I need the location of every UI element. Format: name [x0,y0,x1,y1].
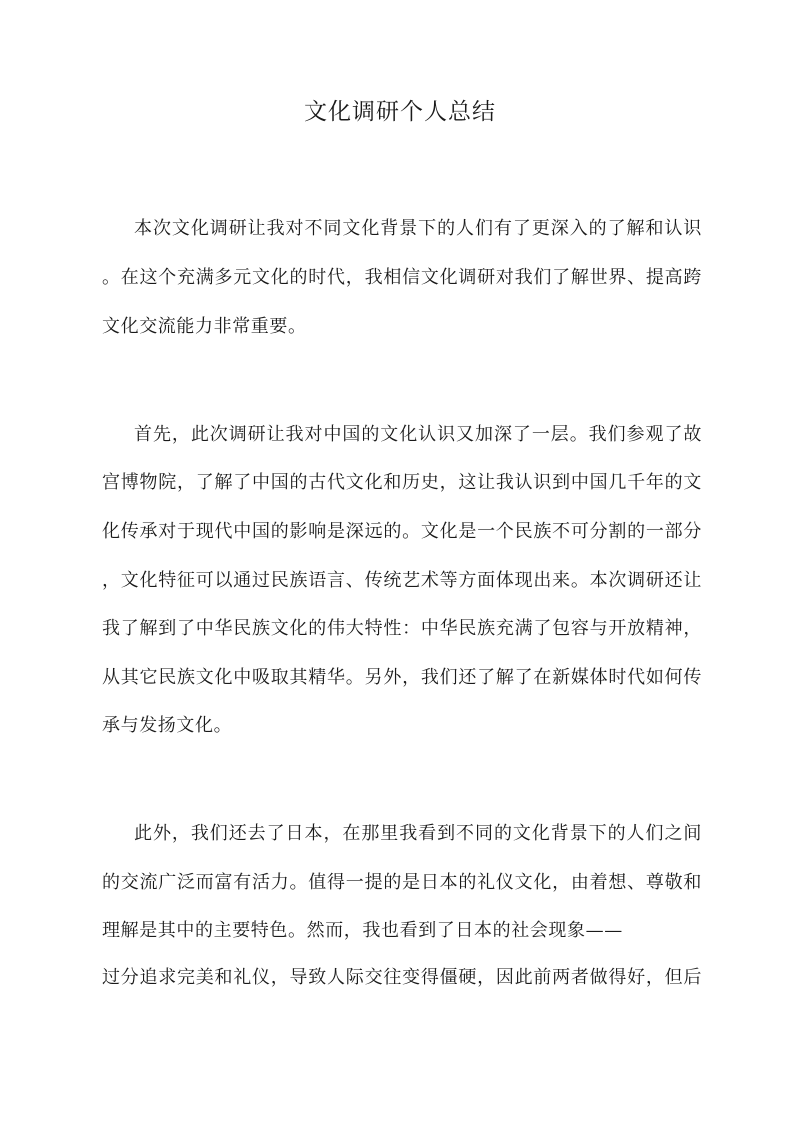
paragraph-2-line-5: 我了解到了中华民族文化的伟大特性：中华民族充满了包容与开放精神， [102,618,702,639]
paragraph-1-line-2: 。在这个充满多元文化的时代，我相信文化调研对我们了解世界、提高跨 [102,267,702,288]
paragraph-2-line-3: 化传承对于现代中国的影响是深远的。文化是一个民族不可分割的一部分 [102,521,702,542]
paragraph-3-line-1: 此外，我们还去了日本，在那里我看到不同的文化背景下的人们之间 [134,823,702,844]
paragraph-2-line-4: ，文化特征可以通过民族语言、传统艺术等方面体现出来。本次调研还让 [102,570,702,591]
paragraph-2-line-2: 宫博物院，了解了中国的古代文化和历史，这让我认识到中国几千年的文 [102,472,702,493]
paragraph-1-line-3: 文化交流能力非常重要。 [102,316,307,337]
paragraph-2-line-1: 首先，此次调研让我对中国的文化认识又加深了一层。我们参观了故 [134,424,702,445]
document-title: 文化调研个人总结 [304,99,496,125]
paragraph-3-line-3: 理解是其中的主要特色。然而，我也看到了日本的社会现象—— [102,920,623,941]
paragraph-3-line-4: 过分追求完美和礼仪，导致人际交往变得僵硬，因此前两者做得好，但后 [102,967,702,988]
paragraph-3-line-2: 的交流广泛而富有活力。值得一提的是日本的礼仪文化，由着想、尊敬和 [102,872,702,893]
paragraph-2-line-6: 从其它民族文化中吸取其精华。另外，我们还了解了在新媒体时代如何传 [102,667,702,688]
paragraph-2-line-7: 承与发扬文化。 [102,715,233,736]
paragraph-1-line-1: 本次文化调研让我对不同文化背景下的人们有了更深入的了解和认识 [134,218,702,239]
